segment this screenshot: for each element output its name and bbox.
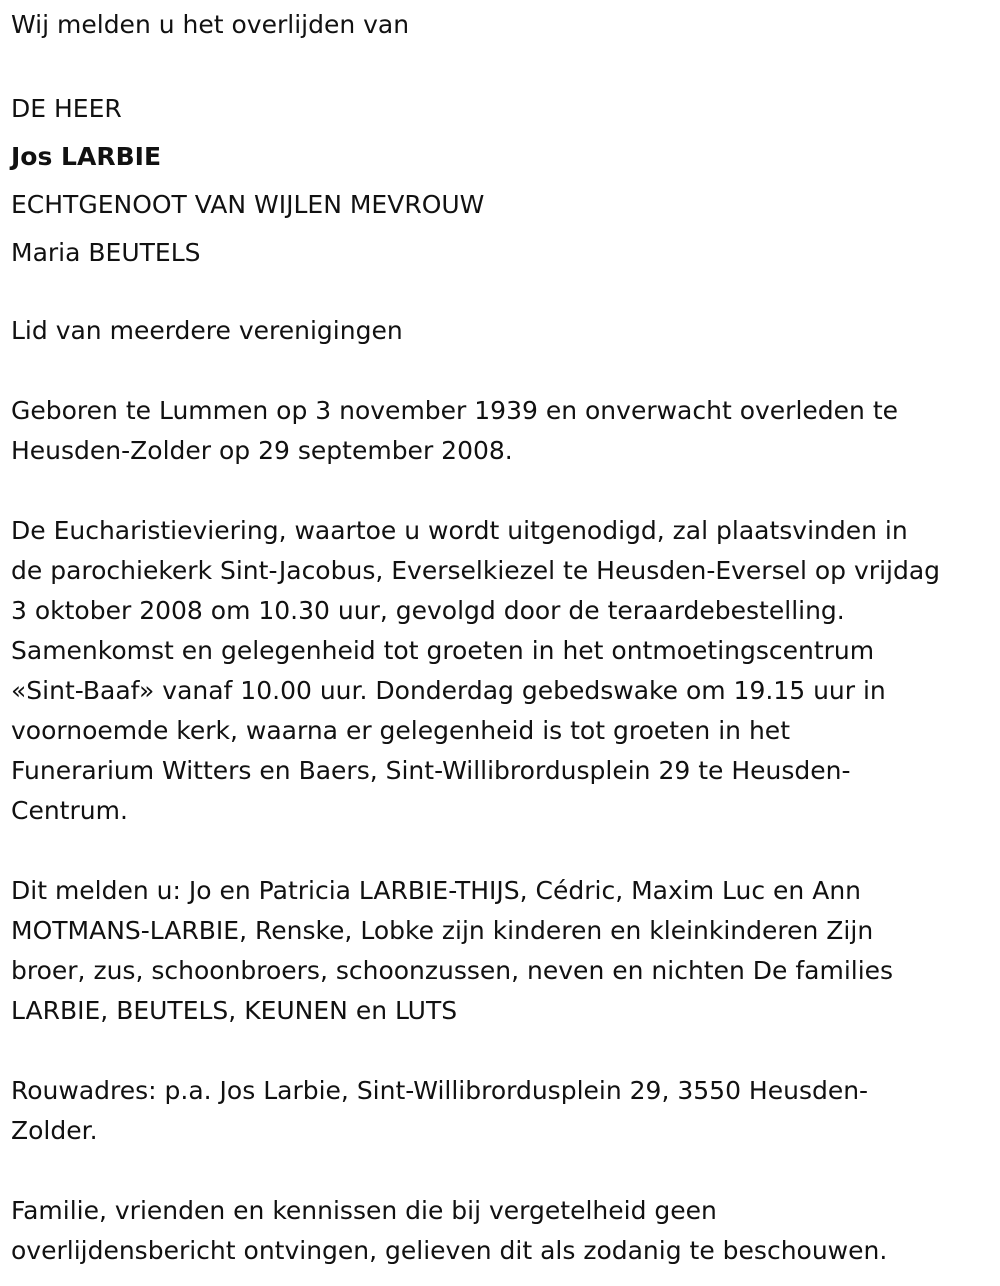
honorific: DE HEER	[11, 94, 122, 123]
paragraph-line: Heusden-Zolder op 29 september 2008.	[11, 436, 513, 465]
paragraph-line: 3 oktober 2008 om 10.30 uur, gevolgd door de teraardebestelling.	[11, 596, 845, 625]
spacer	[11, 45, 992, 85]
spouse-name: Maria BEUTELS	[11, 238, 201, 267]
paragraph-line: Samenkomst en gelegenheid tot groeten in het ontmoetingscentrum	[11, 636, 875, 665]
paragraph-line: Familie, vrienden en kennissen die bij vergetelheid geen	[11, 1196, 717, 1225]
deceased-block	[11, 85, 992, 277]
closing-paragraph	[11, 1191, 992, 1271]
paragraph-line: Rouwadres: p.a. Jos Larbie, Sint-Willibrordusplein 29, 3550 Heusden-	[11, 1076, 869, 1105]
intro-text: Wij melden u het overlijden van	[11, 10, 410, 39]
paragraph-line: overlijdensbericht ontvingen, gelieven dit als zodanig te beschouwen.	[11, 1236, 888, 1265]
spacer	[11, 1031, 992, 1071]
spacer	[11, 277, 992, 311]
paragraph-line: MOTMANS-LARBIE, Renske, Lobke zijn kinderen en kleinkinderen Zijn	[11, 916, 874, 945]
spacer	[11, 351, 992, 391]
spacer	[11, 1151, 992, 1191]
spacer	[11, 471, 992, 511]
paragraph-line: Geboren te Lummen op 3 november 1939 en onverwacht overleden te	[11, 396, 899, 425]
paragraph-line: Centrum.	[11, 796, 128, 825]
birth-death-paragraph	[11, 391, 992, 471]
membership-text: Lid van meerdere verenigingen	[11, 316, 403, 345]
family-paragraph	[11, 871, 992, 1031]
ceremony-paragraph	[11, 511, 992, 831]
spacer	[11, 831, 992, 871]
paragraph-line: De Eucharistieviering, waartoe u wordt uitgenodigd, zal plaatsvinden in	[11, 516, 908, 545]
paragraph-line: «Sint-Baaf» vanaf 10.00 uur. Donderdag gebedswake om 19.15 uur in	[11, 676, 886, 705]
paragraph-line: broer, zus, schoonbroers, schoonzussen, neven en nichten De families	[11, 956, 894, 985]
paragraph-line: Zolder.	[11, 1116, 98, 1145]
paragraph-line: LARBIE, BEUTELS, KEUNEN en LUTS	[11, 996, 458, 1025]
paragraph-line: Funerarium Witters en Baers, Sint-Willibrordusplein 29 te Heusden-	[11, 756, 851, 785]
paragraph-line: voornoemde kerk, waarna er gelegenheid is tot groeten in het	[11, 716, 790, 745]
paragraph-line: de parochiekerk Sint-Jacobus, Everselkiezel te Heusden-Eversel op vrijdag	[11, 556, 941, 585]
paragraph-line: Dit melden u: Jo en Patricia LARBIE-THIJS, Cédric, Maxim Luc en Ann	[11, 876, 862, 905]
deceased-name: Jos LARBIE	[11, 142, 162, 171]
address-paragraph	[11, 1071, 992, 1151]
spouse-label: ECHTGENOOT VAN WIJLEN MEVROUW	[11, 190, 485, 219]
